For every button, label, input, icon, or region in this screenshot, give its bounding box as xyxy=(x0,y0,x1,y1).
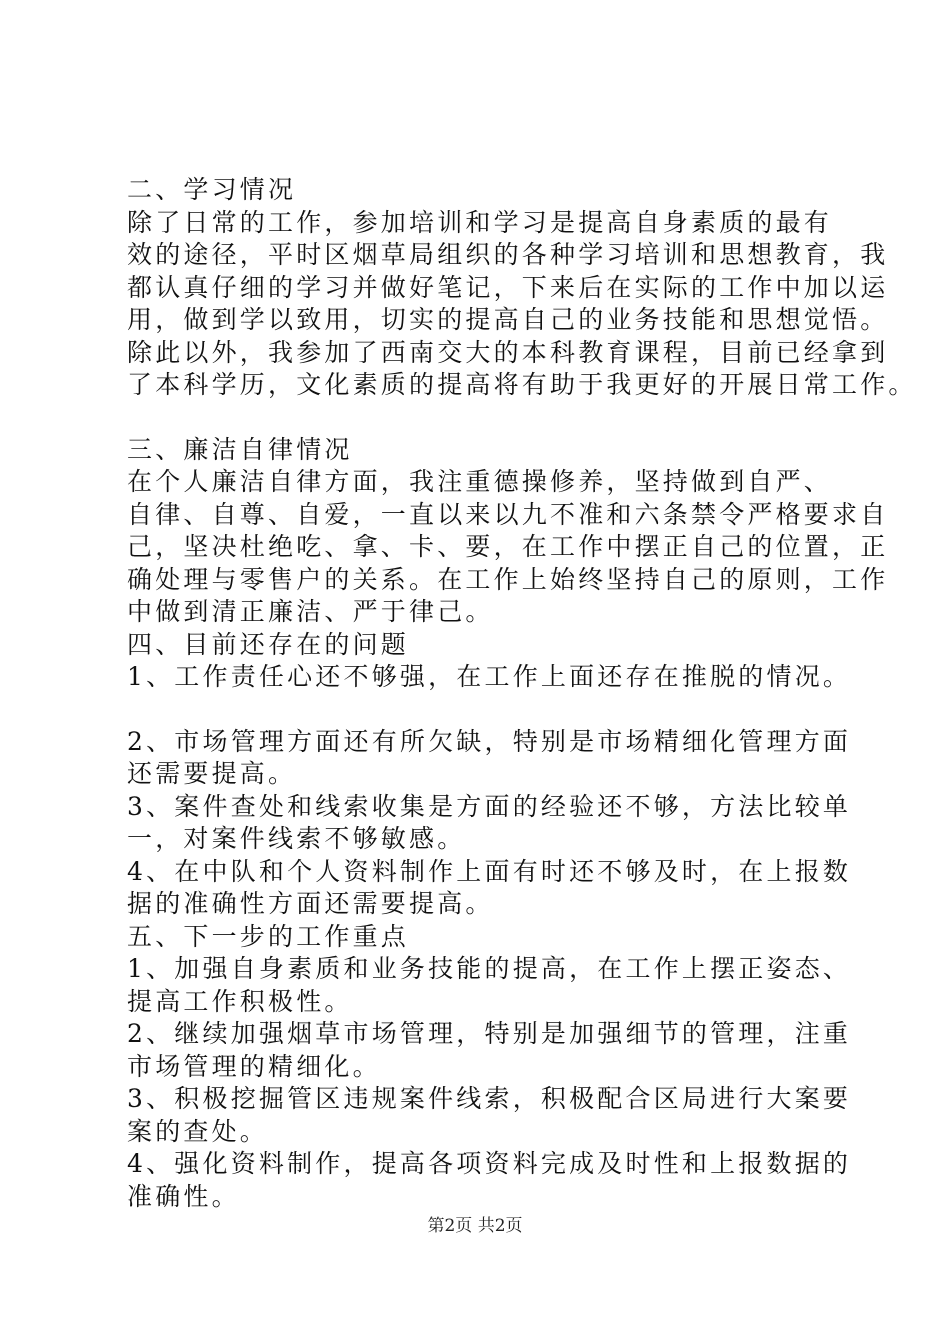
paragraph-line: 在个人廉洁自律方面，我注重德操修养，坚持做到自严、 xyxy=(127,467,833,496)
list-item: 1、工作责任心还不够强，在工作上面还存在推脱的情况。 xyxy=(127,662,852,691)
heading-integrity: 三、廉洁自律情况 xyxy=(127,435,353,464)
paragraph-line: 据的准确性方面还需要提高。 xyxy=(127,889,494,918)
list-item: 2、市场管理方面还有所欠缺，特别是市场精细化管理方面 xyxy=(127,727,852,756)
paragraph-line: 用，做到学以致用，切实的提高自己的业务技能和思想觉悟。 xyxy=(127,305,889,334)
heading-study: 二、学习情况 xyxy=(127,175,297,204)
paragraph-line: 中做到清正廉洁、严于律己。 xyxy=(127,597,494,626)
paragraph-line: 一，对案件线索不够敏感。 xyxy=(127,824,466,853)
list-item: 3、积极挖掘管区违规案件线索，积极配合区局进行大案要 xyxy=(127,1084,852,1113)
list-item: 2、继续加强烟草市场管理，特别是加强细节的管理，注重 xyxy=(127,1019,852,1048)
list-item: 1、加强自身素质和业务技能的提高，在工作上摆正姿态、 xyxy=(127,954,852,983)
list-item: 4、在中队和个人资料制作上面有时还不够及时，在上报数 xyxy=(127,857,852,886)
list-item: 4、强化资料制作，提高各项资料完成及时性和上报数据的 xyxy=(127,1149,852,1178)
heading-problems: 四、目前还存在的问题 xyxy=(127,630,410,659)
paragraph-line: 除此以外，我参加了西南交大的本科教育课程，目前已经拿到 xyxy=(127,338,889,367)
paragraph-line: 案的查处。 xyxy=(127,1117,269,1146)
paragraph-line: 效的途径，平时区烟草局组织的各种学习培训和思想教育，我 xyxy=(127,240,889,269)
heading-next-steps: 五、下一步的工作重点 xyxy=(127,922,410,951)
paragraph-line: 还需要提高。 xyxy=(127,759,297,788)
paragraph-line: 确处理与零售户的关系。在工作上始终坚持自己的原则，工作 xyxy=(127,565,889,594)
paragraph-line: 除了日常的工作，参加培训和学习是提高自身素质的最有 xyxy=(127,208,833,237)
page-number-footer: 第2页 共2页 xyxy=(427,1216,523,1236)
paragraph-line: 都认真仔细的学习并做好笔记，下来后在实际的工作中加以运 xyxy=(127,273,889,302)
paragraph-line: 准确性。 xyxy=(127,1182,240,1211)
list-item: 3、案件查处和线索收集是方面的经验还不够，方法比较单 xyxy=(127,792,852,821)
paragraph-line: 提高工作积极性。 xyxy=(127,987,353,1016)
paragraph-line: 己，坚决杜绝吃、拿、卡、要，在工作中摆正自己的位置，正 xyxy=(127,532,889,561)
paragraph-line: 自律、自尊、自爱，一直以来以九不准和六条禁令严格要求自 xyxy=(127,500,889,529)
paragraph-line: 市场管理的精细化。 xyxy=(127,1052,381,1081)
paragraph-line: 了本科学历，文化素质的提高将有助于我更好的开展日常工作。 xyxy=(127,370,917,399)
